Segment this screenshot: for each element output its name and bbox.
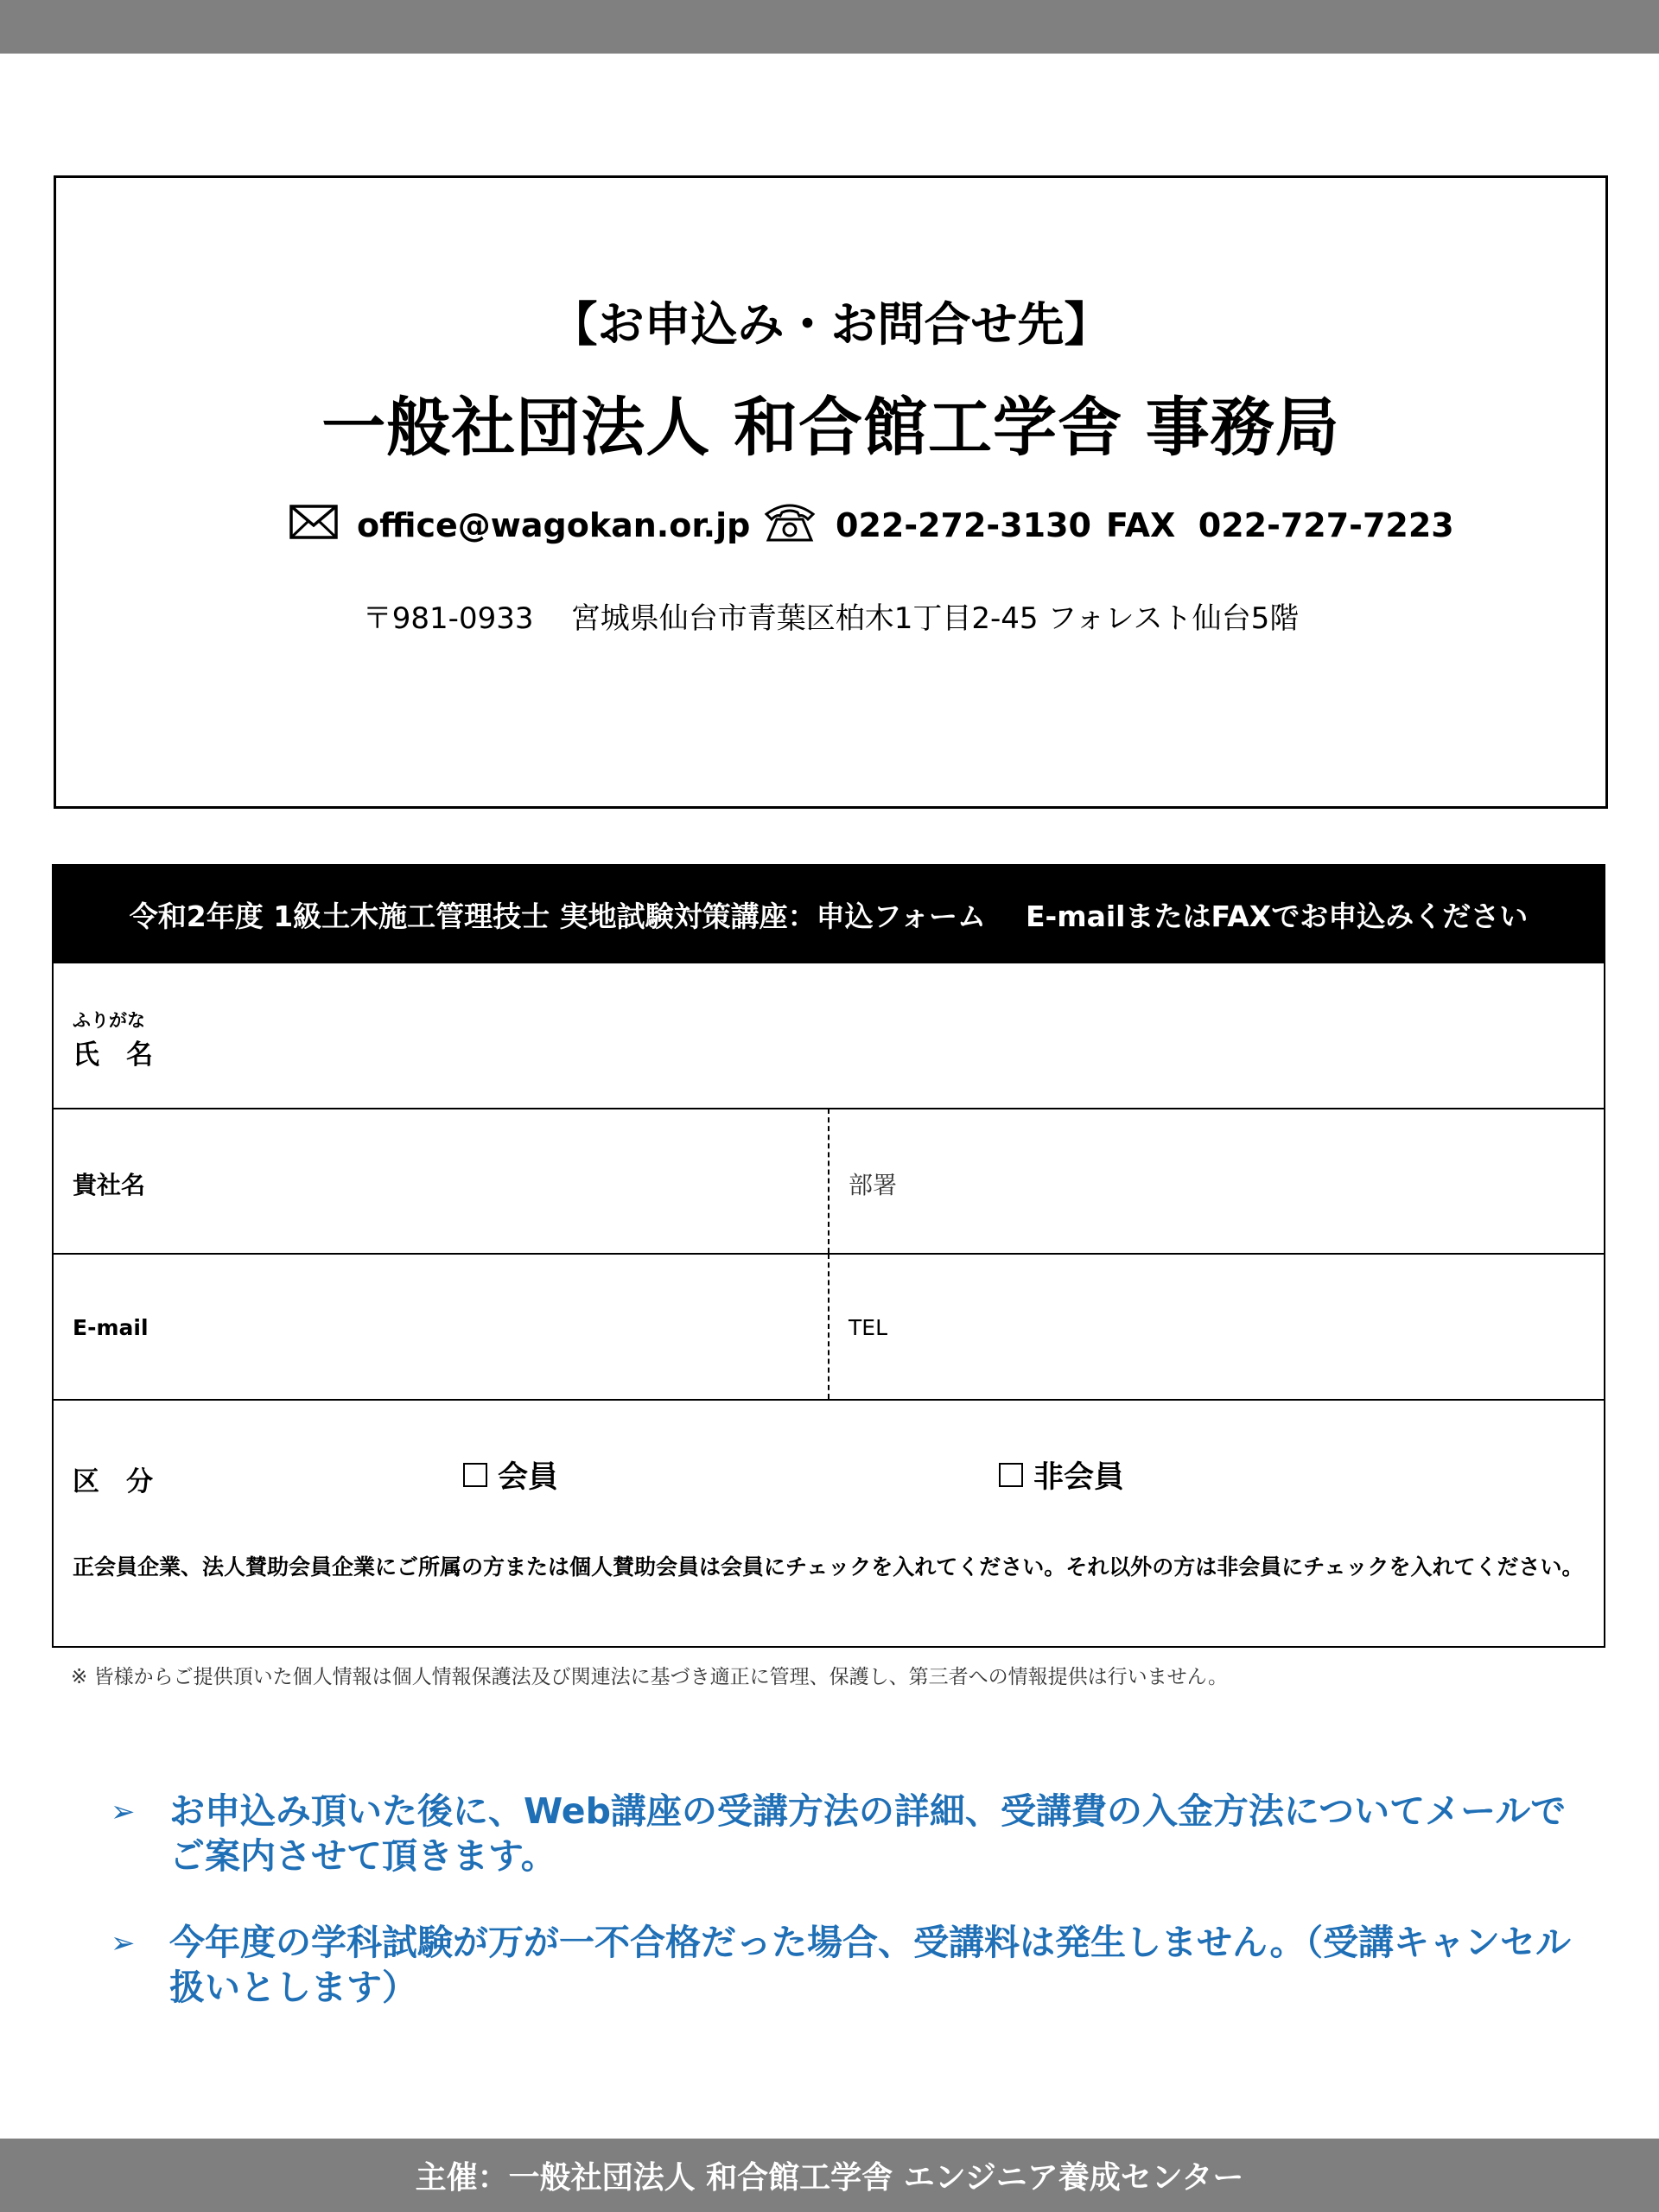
member-option[interactable] [463,1453,558,1497]
arrow-bullet-icon: ➢ [111,1926,136,1961]
form-header: 令和2年度 1級土木施工管理技士 実地試験対策講座：申込フォーム E-mailまたはFAXでお申込みください [54,866,1604,963]
nonmember-option-label: 非会員 [1033,1460,1125,1495]
application-form [52,864,1605,1648]
furigana-label: ふりがな [73,1010,145,1031]
member-option-label: 会員 [498,1460,559,1495]
note-text: お申込み頂いた後に、Web講座の受講方法の詳細、受講費の入金方法についてメールでご案内させて頂きます。 [169,1790,1567,1878]
footer-text: 主催：一般社団法人 和合館工学舎 エンジニア養成センター [415,2160,1244,2196]
name-label[interactable]: 氏 名 [73,1039,153,1071]
fax-contact [1106,499,1454,551]
email-contact [289,499,750,551]
contact-box [54,175,1608,809]
phone-contact [763,499,1091,551]
phone-icon [763,500,836,551]
footer-bar [0,2139,1659,2212]
member-checkbox[interactable] [463,1463,487,1487]
note-item [111,1920,1580,2010]
email-address[interactable]: office@wagokan.or.jp [357,506,751,544]
phone-number[interactable]: 022-272-3130 [836,506,1091,544]
privacy-note: ※ 皆様からご提供頂いた個人情報は個人情報保護法及び関連法に基づき適正に管理、保護し、第三者への情報提供は行いません。 [71,1666,1228,1688]
member-note: 正会員企業、法人賛助会員企業にご所属の方または個人賛助会員は会員にチェックを入れてください。それ以外の方は非会員にチェックを入れてください。 [73,1554,1584,1580]
address: 〒981-0933 宮城県仙台市青葉区柏木1丁目2-45 フォレスト仙台5階 [362,601,1300,636]
column-divider [828,1254,830,1399]
top-bar [0,0,1659,54]
column-divider [828,1109,830,1253]
note-text: 今年度の学科試験が万が一不合格だった場合、受講料は発生しません。（受講キャンセル扱いとします） [169,1922,1571,2009]
category-label: 区 分 [73,1466,153,1497]
nonmember-checkbox[interactable] [999,1463,1023,1487]
fax-number: FAX 022-727-7223 [1106,506,1454,544]
company-label[interactable]: 貴社名 [73,1171,146,1199]
organization-name: 一般社団法人 和合館工学舎 事務局 [321,391,1340,465]
arrow-bullet-icon: ➢ [111,1795,136,1829]
department-label[interactable]: 部署 [849,1171,898,1199]
email-label[interactable]: E-mail [73,1315,149,1340]
contact-heading: 【お申込み・お問合せ先】 [550,297,1111,352]
tel-label[interactable]: TEL [849,1315,887,1340]
mail-icon [289,505,357,547]
row-divider [54,1399,1604,1401]
note-item [111,1789,1580,1878]
nonmember-option[interactable] [999,1453,1124,1497]
